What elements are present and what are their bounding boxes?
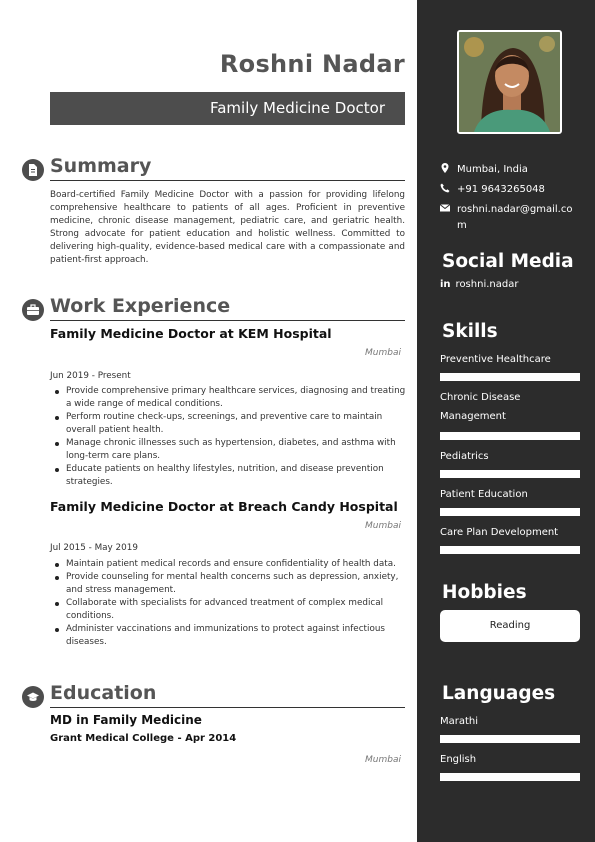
hobbies-heading: Hobbies <box>442 582 527 603</box>
skill-level-bar <box>440 508 580 516</box>
linkedin-icon: in <box>440 279 451 290</box>
phone-icon <box>440 183 450 193</box>
skill-label: Care Plan Development <box>440 527 559 538</box>
job-dates: Jul 2015 - May 2019 <box>50 543 138 553</box>
skills-heading: Skills <box>442 321 498 342</box>
job-dates: Jun 2019 - Present <box>50 371 131 381</box>
skill-level-bar <box>440 546 580 554</box>
document-icon <box>22 159 44 181</box>
section-divider <box>50 180 405 181</box>
education-heading: Education <box>50 682 157 704</box>
graduation-cap-icon <box>22 686 44 708</box>
map-pin-icon <box>440 163 450 173</box>
list-item: Provide counseling for mental health concerns such as depression, anxiety, and stress management. <box>66 571 406 597</box>
language-label: English <box>440 754 477 765</box>
skill-level-bar <box>440 432 580 440</box>
hobby-chip: Reading <box>440 610 580 642</box>
list-item: Manage chronic illnesses such as hypertension, diabetes, and asthma with long-term care plans. <box>66 437 406 463</box>
job-title: Family Medicine Doctor at KEM Hospital <box>50 326 332 341</box>
social-linkedin[interactable] <box>440 279 518 290</box>
summary-section-header <box>22 155 405 181</box>
skill-label: Pediatrics <box>440 451 489 462</box>
envelope-icon <box>440 203 450 213</box>
job-location: Mumbai <box>365 348 401 358</box>
sidebar <box>417 0 595 842</box>
list-item: Perform routine check-ups, screenings, and preventive care to maintain overall patient health. <box>66 411 406 437</box>
candidate-name: Roshni Nadar <box>219 50 405 78</box>
skill-level-bar <box>440 470 580 478</box>
section-divider <box>50 320 405 321</box>
skill-label: Chronic Disease Management <box>440 392 521 422</box>
email-text[interactable]: roshni.nadar@gmail.com <box>457 204 573 231</box>
job-title: Family Medicine Doctor at Breach Candy Hospital <box>50 499 398 514</box>
phone-text: +91 9643265048 <box>457 184 545 195</box>
job-responsibilities <box>66 558 406 649</box>
list-item: Administer vaccinations and immunizations to protect against infectious diseases. <box>66 623 406 649</box>
location-text: Mumbai, India <box>457 164 528 175</box>
language-level-bar <box>440 773 580 781</box>
skill-label: Patient Education <box>440 489 528 500</box>
experience-heading: Work Experience <box>50 295 231 317</box>
summary-text: Board-certified Family Medicine Doctor with a passion for providing lifelong comprehensive healthcare to patients of all ages. Proficient in preventive medicine, chronic disease management, pediatric care, and geriatric health. Strong advocate for patient education and holistic wellness. Committed to delivering high-quality, evidence-based medical care with a compassionate and patient-first approach. <box>50 190 405 265</box>
profile-photo <box>457 30 562 134</box>
degree-title: MD in Family Medicine <box>50 713 202 727</box>
education-section-header <box>22 682 405 708</box>
list-item: Collaborate with specialists for advanced treatment of complex medical conditions. <box>66 597 406 623</box>
list-item: Maintain patient medical records and ensure confidentiality of health data. <box>66 558 406 571</box>
summary-heading: Summary <box>50 155 152 177</box>
list-item: Educate patients on healthy lifestyles, nutrition, and disease prevention strategies. <box>66 463 406 489</box>
school-name: Grant Medical College - Apr 2014 <box>50 733 237 744</box>
job-title-banner: Family Medicine Doctor <box>50 92 405 125</box>
language-label: Marathi <box>440 716 479 727</box>
job-location: Mumbai <box>365 521 401 531</box>
skill-level-bar <box>440 373 580 381</box>
skill-label: Preventive Healthcare <box>440 354 551 365</box>
section-divider <box>50 707 405 708</box>
education-location: Mumbai <box>365 755 401 765</box>
briefcase-icon <box>22 299 44 321</box>
social-media-heading: Social Media <box>442 251 574 272</box>
job-responsibilities <box>66 385 406 489</box>
list-item: Provide comprehensive primary healthcare services, diagnosing and treating a wide range of medical conditions. <box>66 386 406 409</box>
experience-section-header <box>22 295 405 321</box>
linkedin-handle: roshni.nadar <box>455 279 519 290</box>
languages-heading: Languages <box>442 683 556 704</box>
language-level-bar <box>440 735 580 743</box>
